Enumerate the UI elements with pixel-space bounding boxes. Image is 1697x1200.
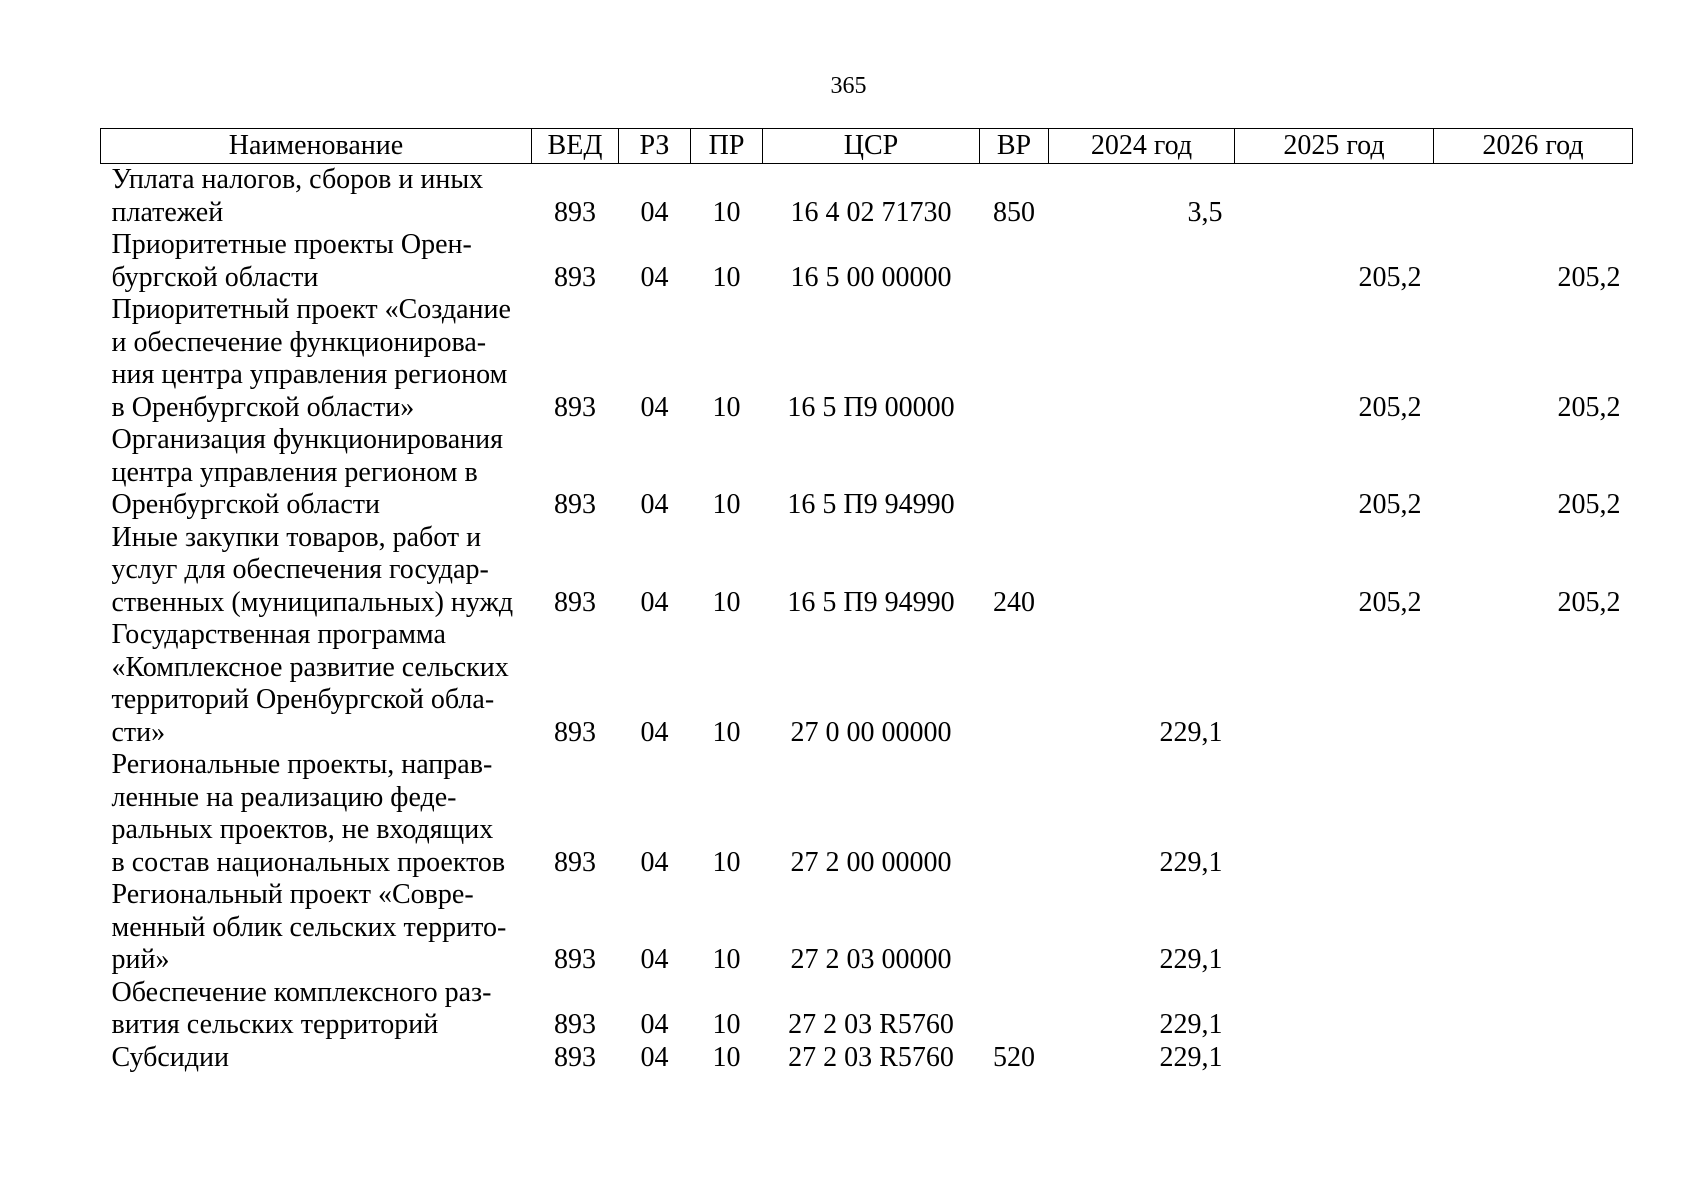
cell-name: Приоритетный проект «Создание и обеспечение функционирова- ния центра управления регионом в Оренбургской области» xyxy=(111,294,511,423)
cell-csr: 16 5 П9 94990 xyxy=(787,489,955,520)
header-vr: ВР xyxy=(980,129,1049,164)
table-row xyxy=(101,522,1633,620)
cell-2025: 205,2 xyxy=(1358,391,1422,423)
cell-2025: 205,2 xyxy=(1358,586,1422,618)
cell-2025 xyxy=(1235,977,1434,1042)
cell-name: Уплата налогов, сборов и иных платежей xyxy=(111,164,484,228)
cell-rz: 04 xyxy=(640,586,669,618)
cell-rz: 04 xyxy=(640,196,669,228)
cell-2026: 205,2 xyxy=(1557,489,1621,520)
cell-2024: 229,1 xyxy=(1159,846,1223,878)
table-header xyxy=(101,129,1633,164)
cell-name: Субсидии xyxy=(111,1041,229,1073)
cell-2026: 205,2 xyxy=(1557,586,1621,618)
cell-rz: 04 xyxy=(640,261,669,293)
cell-2026 xyxy=(1434,977,1633,1042)
cell-2025: 205,2 xyxy=(1358,489,1422,520)
header-rz: РЗ xyxy=(619,129,691,164)
table-row xyxy=(101,164,1633,230)
table-row xyxy=(101,424,1633,522)
cell-pr: 10 xyxy=(712,846,741,878)
cell-name: Организация функционирования центра управления регионом в Оренбургской области xyxy=(111,424,504,520)
header-2026: 2026 год xyxy=(1434,129,1633,164)
table-body xyxy=(101,164,1633,1075)
cell-csr: 27 2 00 00000 xyxy=(790,846,952,878)
cell-2024 xyxy=(1049,229,1235,294)
cell-csr: 27 2 03 00000 xyxy=(790,944,952,975)
cell-ved: 893 xyxy=(554,261,596,293)
cell-ved: 893 xyxy=(554,489,596,520)
cell-rz: 04 xyxy=(640,391,669,423)
cell-rz: 04 xyxy=(640,489,669,520)
header-ved: ВЕД xyxy=(532,129,619,164)
cell-2026 xyxy=(1434,619,1633,749)
cell-pr: 10 xyxy=(712,489,741,520)
cell-pr: 10 xyxy=(712,391,741,423)
cell-2025 xyxy=(1235,619,1434,749)
cell-csr: 16 5 П9 00000 xyxy=(787,391,955,423)
cell-vr: 850 xyxy=(993,196,1035,228)
cell-ved: 893 xyxy=(554,391,596,423)
cell-csr: 16 5 П9 94990 xyxy=(787,586,955,618)
table-row xyxy=(101,619,1633,749)
table-row xyxy=(101,229,1633,294)
table-row xyxy=(101,977,1633,1042)
cell-2024: 3,5 xyxy=(1187,196,1223,228)
cell-name: Региональный проект «Совре- менный облик сельских террито- рий» xyxy=(111,879,507,975)
cell-csr: 27 2 03 R5760 xyxy=(788,1009,954,1040)
cell-2024 xyxy=(1049,294,1235,424)
cell-2024: 229,1 xyxy=(1159,716,1223,748)
header-name: Наименование xyxy=(101,129,532,164)
cell-2025: 205,2 xyxy=(1358,261,1422,293)
cell-2026 xyxy=(1434,164,1633,230)
cell-csr: 27 0 00 00000 xyxy=(790,716,952,748)
table-row xyxy=(101,749,1633,879)
cell-2026 xyxy=(1434,879,1633,977)
cell-csr: 16 5 00 00000 xyxy=(790,261,952,293)
cell-2026 xyxy=(1434,749,1633,879)
cell-ved: 893 xyxy=(554,196,596,228)
cell-ved: 893 xyxy=(554,716,596,748)
cell-2026: 205,2 xyxy=(1557,261,1621,293)
cell-2024 xyxy=(1049,424,1235,522)
header-row xyxy=(101,129,1633,164)
cell-rz: 04 xyxy=(640,716,669,748)
cell-pr: 10 xyxy=(712,261,741,293)
cell-pr: 10 xyxy=(712,1041,741,1073)
page-number: 365 xyxy=(830,73,867,99)
cell-2025 xyxy=(1235,879,1434,977)
cell-pr: 10 xyxy=(712,1009,741,1040)
table-row xyxy=(101,879,1633,977)
cell-2025 xyxy=(1235,1042,1434,1075)
cell-rz: 04 xyxy=(640,1041,669,1073)
cell-2024: 229,1 xyxy=(1159,1041,1223,1073)
cell-name: Иные закупки товаров, работ и услуг для обеспечения государ- ственных (муниципальных) нужд xyxy=(111,521,514,618)
cell-ved: 893 xyxy=(554,1009,596,1040)
cell-name: Обеспечение комплексного раз- вития сельских территорий xyxy=(111,976,492,1040)
cell-vr xyxy=(980,424,1049,522)
cell-rz: 04 xyxy=(640,944,669,975)
cell-csr: 16 4 02 71730 xyxy=(790,196,952,228)
cell-pr: 10 xyxy=(712,196,741,228)
cell-ved: 893 xyxy=(554,944,596,975)
cell-vr xyxy=(980,977,1049,1042)
cell-rz: 04 xyxy=(640,1009,669,1040)
cell-name: Приоритетные проекты Орен- бургской области xyxy=(111,229,472,293)
cell-vr: 240 xyxy=(993,586,1035,618)
cell-ved: 893 xyxy=(554,846,596,878)
cell-vr xyxy=(980,879,1049,977)
header-pr: ПР xyxy=(691,129,763,164)
cell-vr xyxy=(980,619,1049,749)
cell-name: Государственная программа «Комплексное развитие сельских территорий Оренбургской обла- сти» xyxy=(111,619,509,748)
cell-2026 xyxy=(1434,1042,1633,1075)
cell-rz: 04 xyxy=(640,846,669,878)
cell-2024: 229,1 xyxy=(1159,1009,1223,1040)
cell-csr: 27 2 03 R5760 xyxy=(788,1041,954,1073)
cell-ved: 893 xyxy=(554,586,596,618)
cell-2026: 205,2 xyxy=(1557,391,1621,423)
header-csr: ЦСР xyxy=(763,129,980,164)
cell-2025 xyxy=(1235,164,1434,230)
table-row xyxy=(101,294,1633,424)
cell-vr xyxy=(980,294,1049,424)
header-2025: 2025 год xyxy=(1235,129,1434,164)
cell-vr: 520 xyxy=(993,1041,1035,1073)
cell-2024 xyxy=(1049,522,1235,620)
cell-vr xyxy=(980,229,1049,294)
cell-vr xyxy=(980,749,1049,879)
cell-pr: 10 xyxy=(712,944,741,975)
header-2024: 2024 год xyxy=(1049,129,1235,164)
cell-pr: 10 xyxy=(712,716,741,748)
cell-name: Региональные проекты, направ- ленные на реализацию феде- ральных проектов, не входящих в состав национальных проектов xyxy=(111,749,506,878)
cell-2025 xyxy=(1235,749,1434,879)
budget-table xyxy=(100,128,1633,1074)
table-row xyxy=(101,1042,1633,1075)
cell-2024: 229,1 xyxy=(1159,944,1223,975)
cell-ved: 893 xyxy=(554,1041,596,1073)
cell-pr: 10 xyxy=(712,586,741,618)
